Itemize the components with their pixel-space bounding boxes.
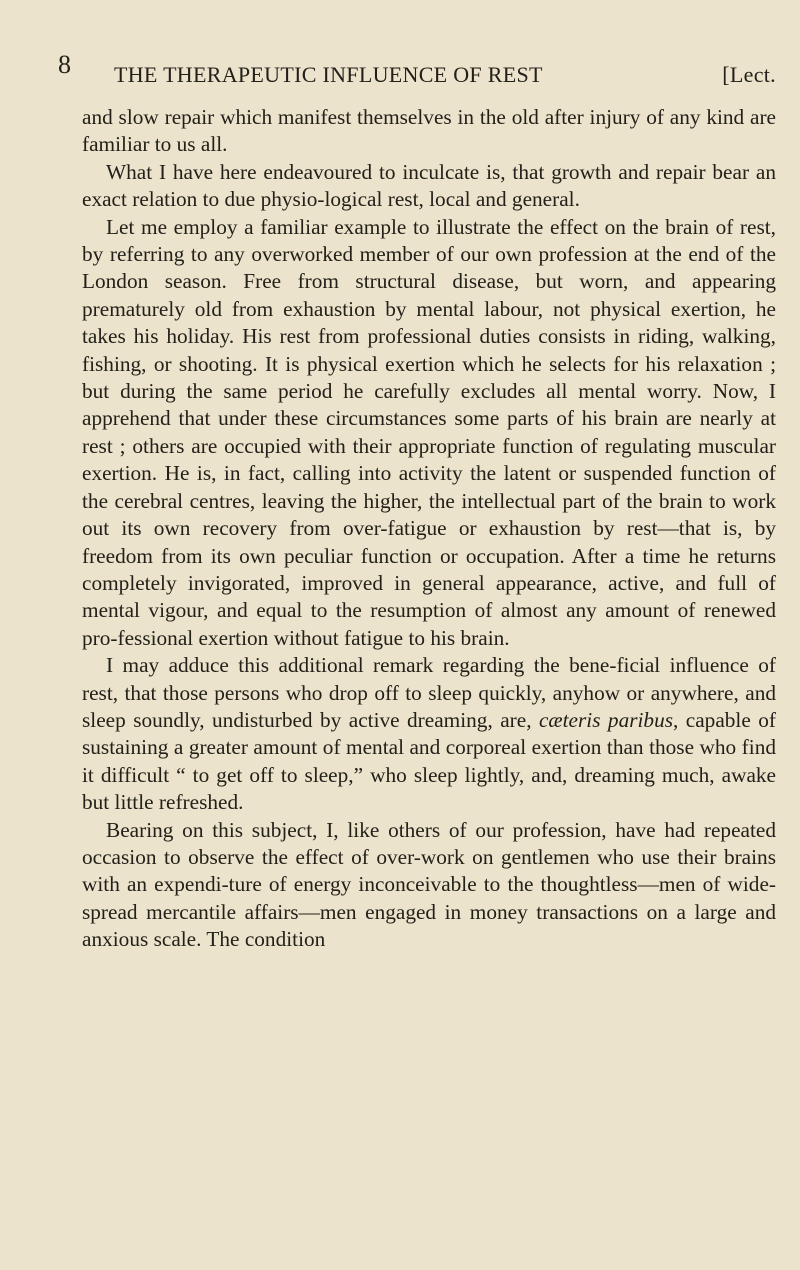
paragraph-continuation: and slow repair which manifest themselves in the old after injury of any kind are familiar to us all. — [82, 105, 776, 157]
paragraph-growth-repair: What I have here endeavoured to inculcate is, that growth and repair bear an exact relation to due physio-logical rest, local and general. — [82, 159, 776, 212]
body-text — [82, 104, 776, 954]
paragraph-sleep-remark — [82, 652, 776, 816]
running-head — [58, 48, 776, 88]
lecture-marker: [Lect. — [722, 62, 776, 87]
paragraph-sleep-remark-before: I may adduce this additional remark regarding the bene-ficial influence of rest, that those persons who drop off to sleep quickly, anyhow or anywhere, and sleep soundly, undisturbed by active dreaming, are, — [82, 653, 776, 732]
running-title: THE THERAPEUTIC INFLUENCE OF REST — [114, 62, 543, 87]
page-number: 8 — [58, 50, 72, 79]
paragraph-sleep-remark-after: , capable of sustaining a greater amount of mental and corporeal exertion than those who find it difficult “ to get off to sleep,” who sleep lightly, and, dreaming much, awake but little refreshed. — [82, 707, 776, 815]
paragraph-brain-rest-example: Let me employ a familiar example to illustrate the effect on the brain of rest, by referring to any overworked member of our own profession at the end of the London season. Free from structural disease, but worn, and appearing prematurely old from exhaustion by mental labour, not physical exertion, he takes his holiday. His rest from professional duties consists in riding, walking, fishing, or shooting. It is physical exertion which he selects for his relaxation ; but during the same period he carefully excludes all mental worry. Now, I apprehend that under these circumstances some parts of his brain are nearly at rest ; others are occupied with their appropriate function of regulating muscular exertion. He is, in fact, calling into activity the latent or suspended function of the cerebral centres, leaving the higher, the intellectual part of the brain to work out its own recovery from over-fatigue or exhaustion by rest—that is, by freedom from its own peculiar function or occupation. After a time he returns completely invigorated, improved in general appearance, active, and full of mental vigour, and equal to the resumption of almost any amount of renewed pro-fessional exertion without fatigue to his brain. — [82, 214, 776, 650]
italic-phrase: cæteris paribus — [538, 707, 674, 732]
paragraph-overwork: Bearing on this subject, I, like others of our profession, have had repeated occasion to observe the effect of over-work on gentlemen who use their brains with an expendi-ture of energy inconceivable to the thoughtless—men of wide-spread mercantile affairs—men engaged in money transactions on a large and anxious scale. The condition — [82, 817, 776, 952]
